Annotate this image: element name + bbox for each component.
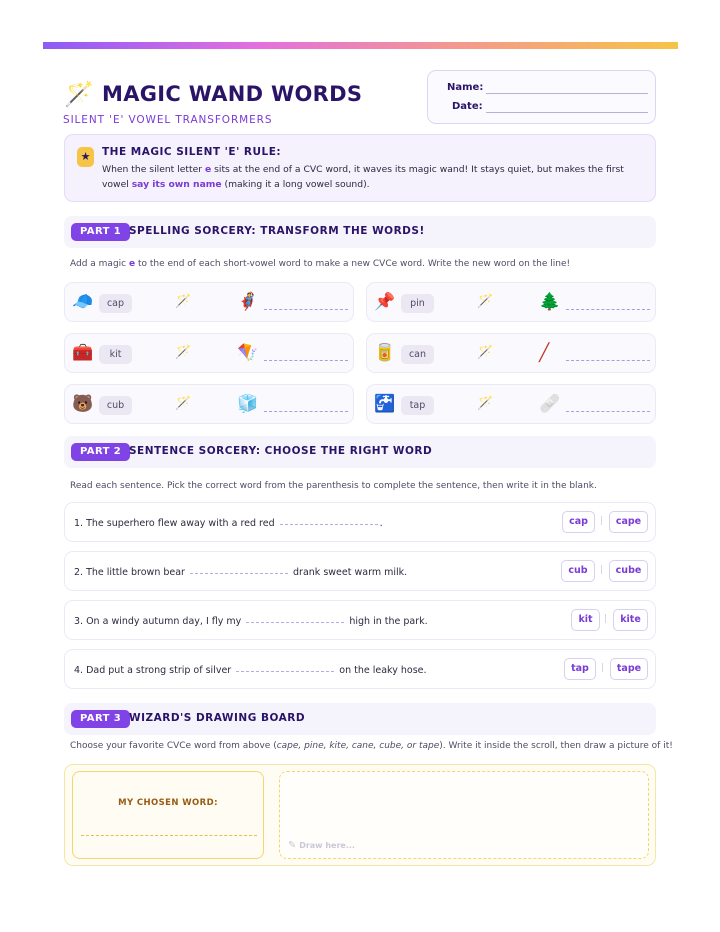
option-cub[interactable]: cub	[561, 560, 595, 582]
word-chip: cub	[99, 396, 132, 415]
sentence-text	[74, 665, 427, 676]
draw-here-label	[288, 840, 355, 851]
part-3-header	[64, 703, 656, 735]
chosen-word-line[interactable]	[81, 835, 257, 836]
instr-text: Choose your favorite CVCe word from above (	[70, 741, 277, 751]
instr-text: to the end of each short-vowel word to make a new CVCe word. Write the new word on the line!	[135, 259, 571, 269]
rule-title: THE MAGIC SILENT 'E' RULE:	[102, 146, 282, 158]
word-card	[366, 282, 656, 322]
sentence-end: .	[379, 518, 383, 529]
word-card	[366, 333, 656, 373]
rule-text-part: (making it a long vowel sound).	[221, 179, 370, 190]
sentence-blank[interactable]	[280, 524, 378, 525]
worksheet-page	[43, 42, 678, 888]
sentence-start: 4. Dad put a strong strip of silver	[74, 665, 232, 676]
drawing-board	[64, 764, 656, 866]
instr-text: ). Write it inside the scroll, then draw a picture of it!	[439, 741, 673, 751]
sentence-row	[64, 551, 656, 591]
sentence-blank[interactable]	[246, 622, 344, 623]
sentence-row	[64, 649, 656, 689]
part-1-badge: PART 1	[71, 223, 130, 241]
name-date-box	[427, 70, 656, 124]
instr-letter-e: e	[128, 259, 136, 269]
part-2-badge: PART 2	[71, 443, 130, 461]
rule-box	[64, 134, 656, 202]
word-chip: cap	[99, 294, 132, 313]
part-2-title: SENTENCE SORCERY: CHOOSE THE RIGHT WORD	[129, 445, 433, 457]
sentence-start: 3. On a windy autumn day, I fly my	[74, 616, 242, 627]
pushpin-icon: 📌	[374, 292, 396, 312]
cap-icon: 🧢	[72, 292, 94, 312]
magic-wand-icon: 🪄	[477, 396, 494, 411]
star-icon: ★	[77, 147, 94, 167]
answer-line[interactable]	[566, 309, 650, 310]
sentence-text	[74, 518, 383, 529]
rule-highlight: say its own name	[131, 179, 222, 190]
part-2-instructions: Read each sentence. Pick the correct word from the parenthesis to complete the sentence, then write it in the blank.	[70, 481, 597, 491]
toolbox-icon: 🧰	[72, 343, 94, 363]
word-chip: can	[401, 345, 434, 364]
bear-cub-icon: 🐻	[72, 394, 94, 414]
kite-icon: 🪁	[237, 343, 259, 363]
word-card	[64, 333, 354, 373]
option-cape[interactable]: cape	[609, 511, 648, 533]
option-cap[interactable]: cap	[562, 511, 595, 533]
sentence-start: 2. The little brown bear	[74, 567, 185, 578]
pencil-icon: ✎	[288, 840, 297, 851]
pine-tree-icon: 🌲	[539, 292, 561, 312]
rule-letter-e: e	[204, 164, 212, 175]
name-label: Name:	[447, 82, 484, 93]
magic-wand-icon: 🪄	[175, 345, 192, 360]
answer-line[interactable]	[264, 411, 348, 412]
ice-cube-icon: 🧊	[237, 394, 259, 414]
option-separator: |	[600, 565, 604, 575]
worksheet-sheet	[43, 49, 678, 888]
rule-text-part: When the silent letter	[102, 164, 205, 175]
part-2-header	[64, 436, 656, 468]
draw-here-text: Draw here...	[299, 841, 355, 850]
part-1-title: SPELLING SORCERY: TRANSFORM THE WORDS!	[129, 225, 425, 237]
answer-line[interactable]	[566, 360, 650, 361]
sentence-start: 1. The superhero flew away with a red red	[74, 518, 275, 529]
part-3-badge: PART 3	[71, 710, 130, 728]
page-subtitle: SILENT 'E' VOWEL TRANSFORMERS	[63, 114, 273, 126]
answer-line[interactable]	[264, 309, 348, 310]
part-3-instructions	[70, 741, 673, 751]
date-field[interactable]	[486, 112, 648, 113]
option-separator: |	[601, 663, 605, 673]
word-card	[366, 384, 656, 424]
option-tape[interactable]: tape	[610, 658, 648, 680]
magic-wand-icon: 🪄	[477, 345, 494, 360]
option-kit[interactable]: kit	[571, 609, 600, 631]
option-separator: |	[600, 516, 604, 526]
sentence-end: drank sweet warm milk.	[293, 567, 408, 578]
sentence-blank[interactable]	[190, 573, 288, 574]
option-cube[interactable]: cube	[609, 560, 648, 582]
superhero-cape-icon: 🦸	[237, 292, 259, 312]
page-title: MAGIC WAND WORDS	[102, 82, 363, 106]
magic-wand-icon: 🪄	[64, 80, 94, 108]
instr-word-list: cape, pine, kite, cane, cube, or tape	[276, 741, 440, 751]
answer-line[interactable]	[264, 360, 348, 361]
option-tap[interactable]: tap	[564, 658, 596, 680]
word-card	[64, 282, 354, 322]
magic-wand-icon: 🪄	[175, 294, 192, 309]
bandage-tape-icon: 🩹	[539, 394, 561, 414]
drawing-area[interactable]	[279, 771, 649, 859]
water-tap-icon: 🚰	[374, 394, 396, 414]
option-separator: |	[604, 614, 608, 624]
option-kite[interactable]: kite	[613, 609, 648, 631]
magic-wand-icon: 🪄	[477, 294, 494, 309]
sentence-end: high in the park.	[349, 616, 428, 627]
sentence-row	[64, 600, 656, 640]
magic-wand-icon: 🪄	[175, 396, 192, 411]
sentence-blank[interactable]	[236, 671, 334, 672]
chosen-word-scroll	[72, 771, 264, 859]
answer-line[interactable]	[566, 411, 650, 412]
part-3-title: WIZARD'S DRAWING BOARD	[129, 712, 306, 724]
word-chip: kit	[99, 345, 132, 364]
date-label: Date:	[452, 101, 483, 112]
instr-text: Add a magic	[70, 259, 129, 269]
rule-text	[102, 162, 642, 192]
sentence-text	[74, 616, 428, 627]
sentence-end: on the leaky hose.	[339, 665, 427, 676]
word-card	[64, 384, 354, 424]
gradient-top-bar	[43, 42, 678, 49]
word-chip: pin	[401, 294, 434, 313]
word-chip: tap	[401, 396, 434, 415]
sentence-row	[64, 502, 656, 542]
part-1-header	[64, 216, 656, 248]
part-1-instructions	[70, 259, 570, 269]
sentence-text	[74, 567, 407, 578]
name-field[interactable]	[486, 93, 648, 94]
cane-icon: ╱	[539, 343, 550, 363]
tin-can-icon: 🥫	[374, 343, 396, 363]
chosen-word-label: MY CHOSEN WORD:	[118, 798, 218, 808]
rule-text-part: sits at the end of a CVC word, it waves its magic wand! It stays quiet, but makes the first vowel	[102, 164, 624, 190]
